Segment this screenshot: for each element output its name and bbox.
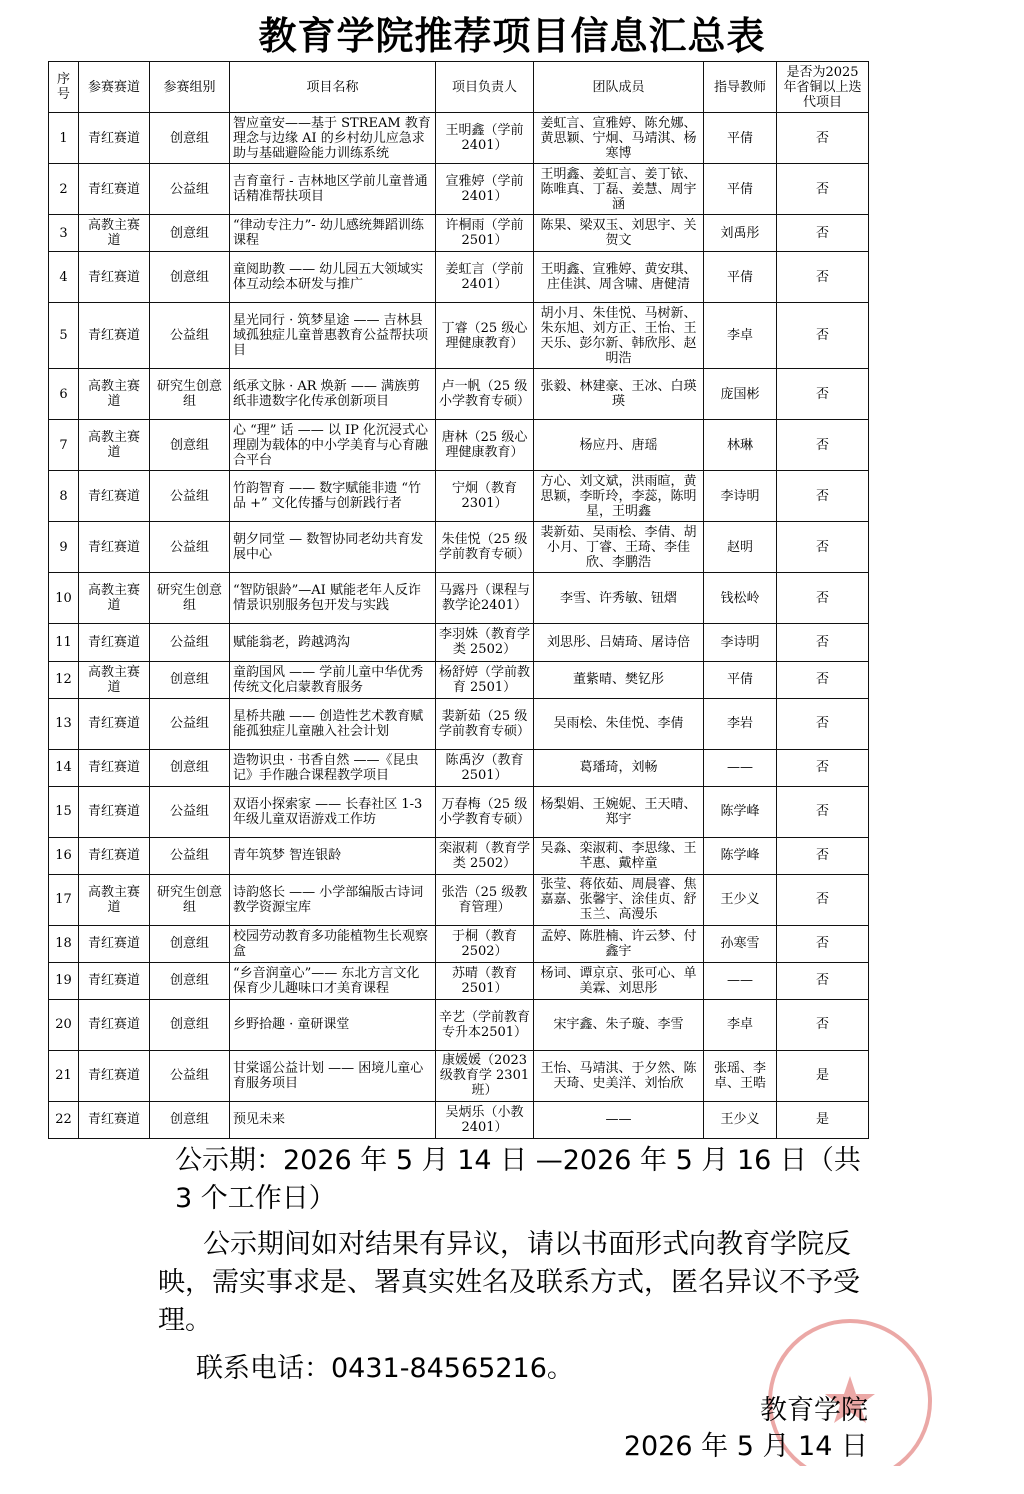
- members-cell: 王明鑫、姜虹言、姜丁铱、陈唯真、丁磊、姜慧、周宇涵: [534, 164, 704, 215]
- group-cell: 研究生创意组: [150, 369, 230, 420]
- members-cell: 葛璠琦，刘畅: [534, 749, 704, 786]
- advisor-cell: 王少义: [704, 1101, 777, 1138]
- members-cell: 王明鑫、宣雅婷、黄安琪、庄佳淇、周含啸、唐健清: [534, 252, 704, 303]
- row-index: 16: [49, 837, 79, 874]
- group-cell: 创意组: [150, 962, 230, 999]
- iteration-flag-cell: 否: [777, 420, 869, 471]
- members-cell: 吴雨桧、朱佳悦、李倩: [534, 698, 704, 749]
- iteration-flag-cell: 否: [777, 303, 869, 369]
- table-row: [49, 837, 869, 874]
- iteration-flag-cell: 否: [777, 471, 869, 522]
- members-cell: 张莹、蒋依茹、周晨睿、焦嘉嘉、张馨宇、涂佳贞、舒玉兰、高漫乐: [534, 874, 704, 925]
- track-cell: 青红赛道: [79, 624, 150, 661]
- members-cell: 杨梨娟、王婉妮、王天晴、郑宇: [534, 786, 704, 837]
- project-name-cell: 纸承文脉 · AR 焕新 —— 满族剪纸非遗数字化传承创新项目: [230, 369, 436, 420]
- table-row: [49, 698, 869, 749]
- project-name-cell: 青年筑梦 智连银龄: [230, 837, 436, 874]
- group-cell: 公益组: [150, 1050, 230, 1101]
- group-cell: 创意组: [150, 215, 230, 252]
- group-cell: 研究生创意组: [150, 573, 230, 624]
- table-row: [49, 471, 869, 522]
- header-cell: 是否为2025年省铜以上迭代项目: [777, 62, 869, 113]
- iteration-flag-cell: 否: [777, 215, 869, 252]
- project-name-cell: 星桥共融 —— 创造性艺术教育赋能孤独症儿童融入社会计划: [230, 698, 436, 749]
- project-name-cell: 朝夕同堂 — 数智协同老幼共育发展中心: [230, 522, 436, 573]
- table-row: [49, 369, 869, 420]
- track-cell: 青红赛道: [79, 113, 150, 164]
- table-row: [49, 164, 869, 215]
- members-cell: 姜虹言、宣雅婷、陈允娜、黄思颖、宁炯、马靖淇、杨寒博: [534, 113, 704, 164]
- project-name-cell: 心 “理” 话 —— 以 IP 化沉浸式心理剧为载体的中小学美育与心育融合平台: [230, 420, 436, 471]
- project-name-cell: “乡音润童心”—— 东北方言文化保育少儿趣味口才美育课程: [230, 962, 436, 999]
- advisor-cell: 李诗明: [704, 624, 777, 661]
- iteration-flag-cell: 否: [777, 837, 869, 874]
- iteration-flag-cell: 否: [777, 573, 869, 624]
- table-header-row: [49, 62, 869, 113]
- table-row: [49, 749, 869, 786]
- header-cell: 序号: [49, 62, 79, 113]
- advisor-cell: ——: [704, 962, 777, 999]
- group-cell: 研究生创意组: [150, 874, 230, 925]
- publicity-period: 公示期：2026 年 5 月 14 日 —2026 年 5 月 16 日（共 3 个工作日）: [175, 1145, 861, 1214]
- iteration-flag-cell: 否: [777, 113, 869, 164]
- group-cell: 公益组: [150, 624, 230, 661]
- table-row: [49, 1050, 869, 1101]
- iteration-flag-cell: 否: [777, 164, 869, 215]
- group-cell: 公益组: [150, 837, 230, 874]
- leader-cell: 丁睿（25 级心理健康教育）: [436, 303, 534, 369]
- leader-cell: 王明鑫（学前2401）: [436, 113, 534, 164]
- iteration-flag-cell: 否: [777, 624, 869, 661]
- table-row: [49, 573, 869, 624]
- row-index: 13: [49, 698, 79, 749]
- track-cell: 青红赛道: [79, 471, 150, 522]
- row-index: 11: [49, 624, 79, 661]
- group-cell: 创意组: [150, 749, 230, 786]
- advisor-cell: 刘禹彤: [704, 215, 777, 252]
- table-row: [49, 962, 869, 999]
- project-name-cell: 甘棠谣公益计划 —— 困境儿童心育服务项目: [230, 1050, 436, 1101]
- leader-cell: 康媛媛（2023 级教育学 2301 班）: [436, 1050, 534, 1101]
- leader-cell: 宣雅婷（学前2401）: [436, 164, 534, 215]
- iteration-flag-cell: 否: [777, 369, 869, 420]
- project-name-cell: 星光同行 · 筑梦星途 —— 吉林县域孤独症儿童普惠教育公益帮扶项目: [230, 303, 436, 369]
- leader-cell: 苏晴（教育2501）: [436, 962, 534, 999]
- iteration-flag-cell: 否: [777, 925, 869, 962]
- row-index: 12: [49, 661, 79, 698]
- members-cell: 陈果、梁双玉、刘思宇、关贺文: [534, 215, 704, 252]
- group-cell: 公益组: [150, 522, 230, 573]
- group-cell: 创意组: [150, 661, 230, 698]
- group-cell: 公益组: [150, 303, 230, 369]
- header-cell: 参赛组别: [150, 62, 230, 113]
- row-index: 2: [49, 164, 79, 215]
- project-name-cell: “律动专注力”- 幼儿感统舞蹈训练课程: [230, 215, 436, 252]
- table-row: [49, 661, 869, 698]
- advisor-cell: 李诗明: [704, 471, 777, 522]
- iteration-flag-cell: 否: [777, 698, 869, 749]
- project-name-cell: 乡野拾趣 · 童研课堂: [230, 999, 436, 1050]
- contact-phone: 联系电话：0431-84565216。: [196, 1353, 574, 1384]
- table-row: [49, 786, 869, 837]
- project-name-cell: “智防银龄”—AI 赋能老年人反诈情景识别服务包开发与实践: [230, 573, 436, 624]
- members-cell: 吴淼、栾淑莉、李思缘、王芊惠、戴梓童: [534, 837, 704, 874]
- members-cell: 方心、刘文斌，洪雨暄，黄思颖，李昕玲，李蕊，陈明星，王明鑫: [534, 471, 704, 522]
- members-cell: 杨应丹、唐瑶: [534, 420, 704, 471]
- members-cell: 李雪、许秀敏、钮熠: [534, 573, 704, 624]
- members-cell: 裴新茹、吴雨桧、李倩、胡小月、丁睿、王琦、李佳欣、李鹏浩: [534, 522, 704, 573]
- iteration-flag-cell: 否: [777, 522, 869, 573]
- iteration-flag-cell: 否: [777, 252, 869, 303]
- iteration-flag-cell: 否: [777, 874, 869, 925]
- group-cell: 公益组: [150, 471, 230, 522]
- row-index: 19: [49, 962, 79, 999]
- project-summary-table: [48, 61, 869, 1139]
- advisor-cell: 陈学峰: [704, 837, 777, 874]
- iteration-flag-cell: 否: [777, 962, 869, 999]
- project-name-cell: 竹韵智育 —— 数字赋能非遗 “竹品 +” 文化传播与创新践行者: [230, 471, 436, 522]
- row-index: 10: [49, 573, 79, 624]
- advisor-cell: 平倩: [704, 252, 777, 303]
- group-cell: 公益组: [150, 698, 230, 749]
- row-index: 22: [49, 1101, 79, 1138]
- group-cell: 创意组: [150, 925, 230, 962]
- project-name-cell: 预见未来: [230, 1101, 436, 1138]
- project-name-cell: 校园劳动教育多功能植物生长观察盒: [230, 925, 436, 962]
- advisor-cell: 张瑶、李卓、王晧: [704, 1050, 777, 1101]
- group-cell: 创意组: [150, 999, 230, 1050]
- advisor-cell: 平倩: [704, 164, 777, 215]
- track-cell: 青红赛道: [79, 749, 150, 786]
- track-cell: 高教主赛道: [79, 874, 150, 925]
- leader-cell: 万春梅（25 级小学教育专硕）: [436, 786, 534, 837]
- row-index: 8: [49, 471, 79, 522]
- members-cell: 董紫晴、樊钇彤: [534, 661, 704, 698]
- row-index: 4: [49, 252, 79, 303]
- track-cell: 高教主赛道: [79, 369, 150, 420]
- row-index: 15: [49, 786, 79, 837]
- iteration-flag-cell: 是: [777, 1050, 869, 1101]
- advisor-cell: 王少义: [704, 874, 777, 925]
- project-name-cell: 智应童安——基于 STREAM 教育理念与边缘 AI 的乡村幼儿应急求助与基础避险能力训练系统: [230, 113, 436, 164]
- leader-cell: 许桐雨（学前2501）: [436, 215, 534, 252]
- track-cell: 青红赛道: [79, 164, 150, 215]
- track-cell: 高教主赛道: [79, 573, 150, 624]
- row-index: 9: [49, 522, 79, 573]
- leader-cell: 栾淑莉（教育学类 2502）: [436, 837, 534, 874]
- advisor-cell: 李岩: [704, 698, 777, 749]
- row-index: 21: [49, 1050, 79, 1101]
- table-body: [49, 113, 869, 1139]
- table-row: [49, 522, 869, 573]
- track-cell: 青红赛道: [79, 303, 150, 369]
- leader-cell: 姜虹言（学前2401）: [436, 252, 534, 303]
- track-cell: 青红赛道: [79, 925, 150, 962]
- track-cell: 青红赛道: [79, 962, 150, 999]
- track-cell: 青红赛道: [79, 1101, 150, 1138]
- iteration-flag-cell: 是: [777, 1101, 869, 1138]
- header-cell: 项目名称: [230, 62, 436, 113]
- iteration-flag-cell: 否: [777, 999, 869, 1050]
- track-cell: 青红赛道: [79, 1050, 150, 1101]
- row-index: 7: [49, 420, 79, 471]
- track-cell: 高教主赛道: [79, 420, 150, 471]
- group-cell: 创意组: [150, 1101, 230, 1138]
- members-cell: 宋宇鑫、朱子璇、李雪: [534, 999, 704, 1050]
- advisor-cell: 赵明: [704, 522, 777, 573]
- members-cell: 孟婷、陈胜楠、许云梦、付鑫宇: [534, 925, 704, 962]
- table-row: [49, 113, 869, 164]
- project-name-cell: 吉育童行 - 吉林地区学前儿童普通话精准帮扶项目: [230, 164, 436, 215]
- page-title: 教育学院推荐项目信息汇总表: [258, 14, 766, 58]
- advisor-cell: 平倩: [704, 661, 777, 698]
- iteration-flag-cell: 否: [777, 661, 869, 698]
- table-row: [49, 303, 869, 369]
- track-cell: 青红赛道: [79, 252, 150, 303]
- members-cell: 杨词、谭京京、张可心、单美霖、刘思彤: [534, 962, 704, 999]
- advisor-cell: 平倩: [704, 113, 777, 164]
- advisor-cell: 钱松岭: [704, 573, 777, 624]
- track-cell: 高教主赛道: [79, 215, 150, 252]
- table-row: [49, 215, 869, 252]
- members-cell: ——: [534, 1101, 704, 1138]
- header-cell: 团队成员: [534, 62, 704, 113]
- iteration-flag-cell: 否: [777, 786, 869, 837]
- row-index: 6: [49, 369, 79, 420]
- advisor-cell: 陈学峰: [704, 786, 777, 837]
- objection-notice: 公示期间如对结果有异议，请以书面形式向教育学院反映，需实事求是、署真实姓名及联系方式，匿名异议不予受理。: [158, 1229, 860, 1336]
- group-cell: 公益组: [150, 786, 230, 837]
- table-row: [49, 1101, 869, 1138]
- leader-cell: 辛艺（学前教育专升本2501）: [436, 999, 534, 1050]
- signature-date: 2026 年 5 月 14 日: [623, 1431, 868, 1462]
- leader-cell: 卢一帆（25 级小学教育专硕）: [436, 369, 534, 420]
- advisor-cell: 李卓: [704, 999, 777, 1050]
- leader-cell: 陈禹汐（教育2501）: [436, 749, 534, 786]
- leader-cell: 张浩（25 级教育管理）: [436, 874, 534, 925]
- row-index: 14: [49, 749, 79, 786]
- project-name-cell: 双语小探索家 —— 长春社区 1-3 年级儿童双语游戏工作坊: [230, 786, 436, 837]
- group-cell: 创意组: [150, 420, 230, 471]
- leader-cell: 杨舒婷（学前教育 2501）: [436, 661, 534, 698]
- project-name-cell: 童韵国风 —— 学前儿童中华优秀传统文化启蒙教育服务: [230, 661, 436, 698]
- leader-cell: 吴炳乐（小教2401）: [436, 1101, 534, 1138]
- track-cell: 青红赛道: [79, 837, 150, 874]
- project-name-cell: 童阅助教 —— 幼儿园五大领域实体互动绘本研发与推广: [230, 252, 436, 303]
- row-index: 20: [49, 999, 79, 1050]
- advisor-cell: 李卓: [704, 303, 777, 369]
- table-row: [49, 925, 869, 962]
- members-cell: 胡小月、朱佳悦、马树新、朱东旭、刘方正、王怡、王天乐、彭尔新、韩欣彤、赵明浩: [534, 303, 704, 369]
- advisor-cell: 林琳: [704, 420, 777, 471]
- group-cell: 公益组: [150, 164, 230, 215]
- header-cell: 指导教师: [704, 62, 777, 113]
- table-row: [49, 624, 869, 661]
- advisor-cell: 孙寒雪: [704, 925, 777, 962]
- track-cell: 高教主赛道: [79, 661, 150, 698]
- leader-cell: 李羽姝（教育学类 2502）: [436, 624, 534, 661]
- row-index: 5: [49, 303, 79, 369]
- advisor-cell: 庞国彬: [704, 369, 777, 420]
- group-cell: 创意组: [150, 252, 230, 303]
- leader-cell: 宁炯（教育2301）: [436, 471, 534, 522]
- leader-cell: 马露丹（课程与教学论2401）: [436, 573, 534, 624]
- leader-cell: 于桐（教育2502）: [436, 925, 534, 962]
- track-cell: 青红赛道: [79, 999, 150, 1050]
- members-cell: 张毅、林建豪、王冰、白瑛瑛: [534, 369, 704, 420]
- row-index: 17: [49, 874, 79, 925]
- project-name-cell: 诗韵悠长 —— 小学部编版古诗词教学资源宝库: [230, 874, 436, 925]
- track-cell: 青红赛道: [79, 786, 150, 837]
- group-cell: 创意组: [150, 113, 230, 164]
- table-row: [49, 874, 869, 925]
- project-name-cell: 造物识虫 · 书香自然 ——《昆虫记》手作融合课程教学项目: [230, 749, 436, 786]
- iteration-flag-cell: 否: [777, 749, 869, 786]
- leader-cell: 唐林（25 级心理健康教育）: [436, 420, 534, 471]
- advisor-cell: ——: [704, 749, 777, 786]
- members-cell: 刘思彤、吕婧琦、屠诗倍: [534, 624, 704, 661]
- header-cell: 项目负责人: [436, 62, 534, 113]
- table-row: [49, 999, 869, 1050]
- header-cell: 参赛赛道: [79, 62, 150, 113]
- leader-cell: 朱佳悦（25 级学前教育专硕）: [436, 522, 534, 573]
- track-cell: 青红赛道: [79, 522, 150, 573]
- project-name-cell: 赋能翁老，跨越鸿沟: [230, 624, 436, 661]
- row-index: 1: [49, 113, 79, 164]
- track-cell: 青红赛道: [79, 698, 150, 749]
- row-index: 3: [49, 215, 79, 252]
- row-index: 18: [49, 925, 79, 962]
- leader-cell: 裴新茹（25 级学前教育专硕）: [436, 698, 534, 749]
- members-cell: 王怡、马靖淇、于夕然、陈天琦、史美洋、刘怡欣: [534, 1050, 704, 1101]
- table-row: [49, 420, 869, 471]
- table-row: [49, 252, 869, 303]
- signature-org: 教育学院: [760, 1395, 868, 1426]
